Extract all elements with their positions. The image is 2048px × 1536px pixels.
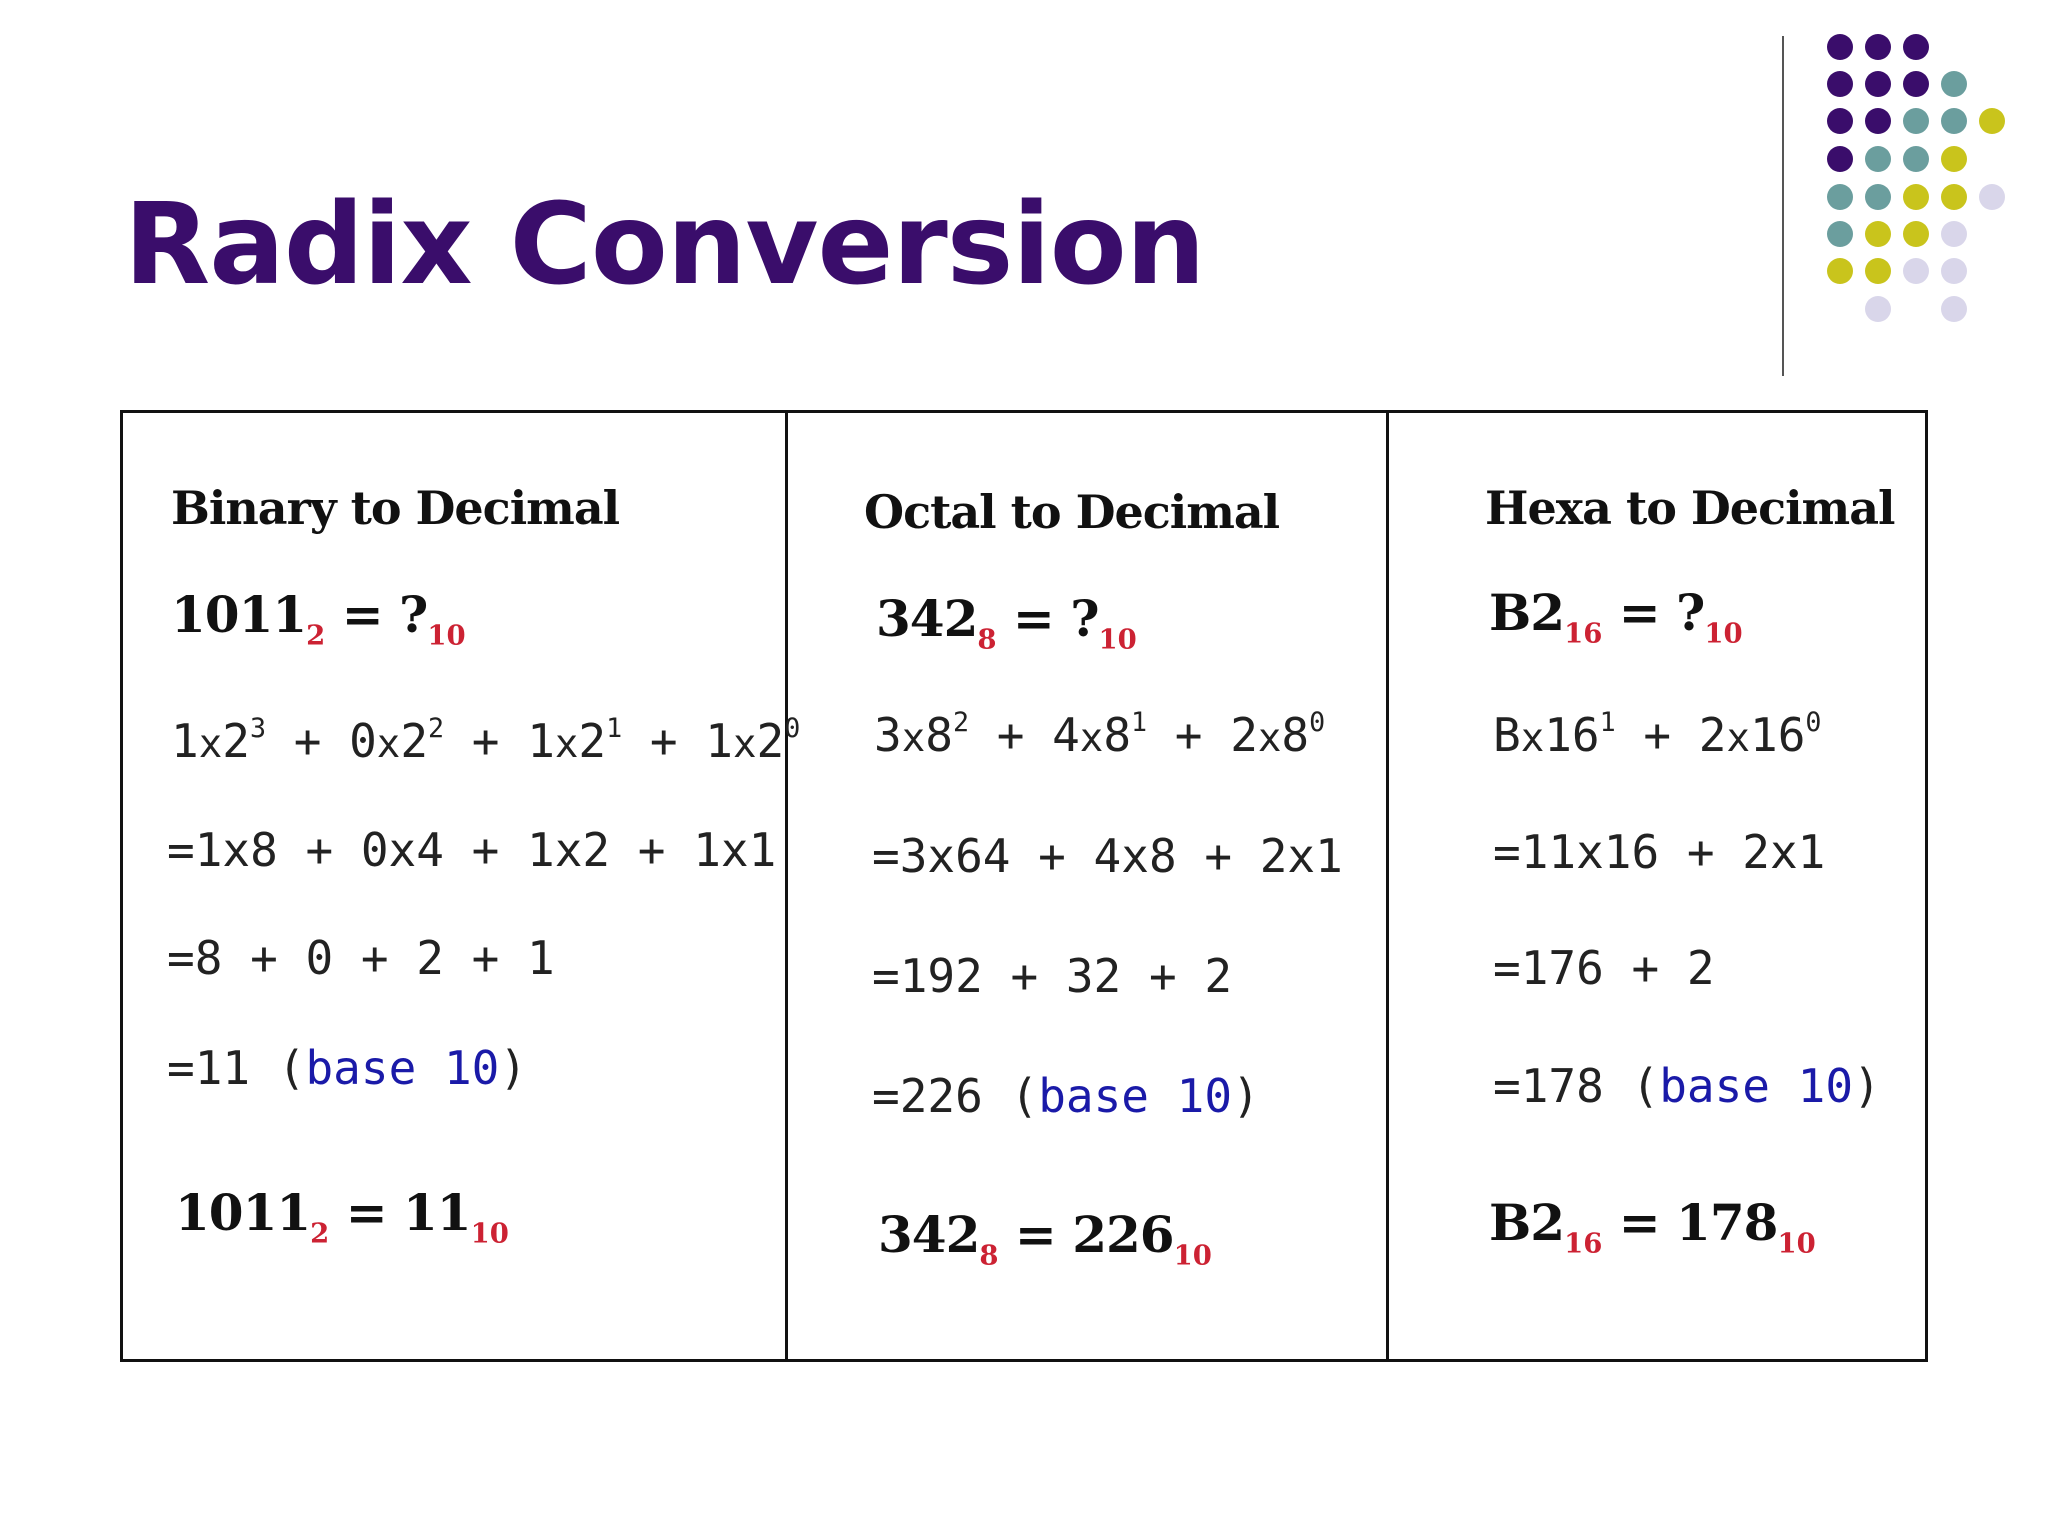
binary-expansion xyxy=(171,713,800,768)
hexa-step-sum: =176 + 2 xyxy=(1493,941,1715,995)
binary-answer-base: 2 xyxy=(310,1217,330,1250)
binary-question-number: 1011 xyxy=(171,585,307,644)
octal-term-coef: 3 xyxy=(874,708,902,762)
binary-answer-number: 1011 xyxy=(175,1183,311,1242)
decorative-dot xyxy=(1941,184,1967,210)
octal-question-base: 8 xyxy=(977,623,997,656)
octal-term-coef: 4 xyxy=(1052,708,1080,762)
octal-question-target-base: 10 xyxy=(1098,623,1137,656)
binary-answer xyxy=(175,1183,509,1249)
hexa-term-base: 16 xyxy=(1544,708,1600,762)
slide-title: Radix Conversion xyxy=(124,180,1205,310)
hexa-term-times: x xyxy=(1520,716,1545,761)
hexa-question-base: 16 xyxy=(1564,617,1603,650)
hexa-column xyxy=(1389,413,1925,1359)
octal-term-base: 8 xyxy=(1103,708,1132,762)
octal-answer-number: 342 xyxy=(878,1205,980,1264)
binary-term-times: x xyxy=(198,722,223,767)
octal-term-base: 8 xyxy=(925,708,953,762)
binary-term-coef: 1 xyxy=(705,714,733,768)
decorative-dot xyxy=(1827,71,1853,97)
binary-term-coef: 1 xyxy=(527,714,555,768)
binary-answer-equals: = 11 xyxy=(329,1183,471,1242)
hexa-heading: Hexa to Decimal xyxy=(1485,481,1895,535)
decorative-dot xyxy=(1865,296,1891,322)
octal-expansion xyxy=(874,707,1325,762)
hexa-result-value: =178 xyxy=(1493,1059,1632,1113)
binary-question-target-base: 10 xyxy=(427,619,466,652)
octal-result-value: =226 xyxy=(872,1069,1011,1123)
decorative-dot xyxy=(1941,258,1967,284)
binary-question-base: 2 xyxy=(306,619,326,652)
decorative-divider-line xyxy=(1782,36,1784,376)
binary-heading: Binary to Decimal xyxy=(171,481,620,535)
decorative-dot xyxy=(1827,221,1853,247)
binary-result-value: =11 xyxy=(167,1041,278,1095)
hexa-answer-target-base: 10 xyxy=(1777,1227,1816,1260)
binary-term-base: 2 xyxy=(578,714,607,768)
decorative-dot xyxy=(1903,71,1929,97)
octal-term-coef: 2 xyxy=(1230,708,1258,762)
binary-result-close-paren: ) xyxy=(499,1041,528,1095)
decorative-dot xyxy=(1865,146,1891,172)
decorative-dot xyxy=(1903,108,1929,134)
decorative-dot xyxy=(1941,71,1967,97)
decorative-dot xyxy=(1941,146,1967,172)
hexa-result-base-label: base 10 xyxy=(1659,1059,1854,1113)
octal-result-open-paren: ( xyxy=(1010,1069,1039,1123)
octal-result-base-label: base 10 xyxy=(1038,1069,1233,1123)
binary-term-times: x xyxy=(376,722,401,767)
decorative-dot xyxy=(1827,108,1853,134)
binary-result xyxy=(167,1041,527,1095)
octal-column xyxy=(788,413,1389,1359)
decorative-dot xyxy=(1903,258,1929,284)
binary-answer-target-base: 10 xyxy=(470,1217,509,1250)
decorative-dot xyxy=(1865,184,1891,210)
hexa-expansion xyxy=(1493,707,1821,762)
hexa-question xyxy=(1489,583,1743,649)
octal-result xyxy=(872,1069,1260,1123)
octal-heading: Octal to Decimal xyxy=(864,485,1280,539)
octal-answer-base: 8 xyxy=(979,1239,999,1272)
octal-term-times: x xyxy=(1079,716,1104,761)
hexa-result-close-paren: ) xyxy=(1853,1059,1881,1113)
hexa-result-open-paren: ( xyxy=(1631,1059,1660,1113)
binary-result-open-paren: ( xyxy=(277,1041,306,1095)
binary-term-power: 3 xyxy=(249,713,266,744)
octal-answer xyxy=(878,1205,1212,1271)
binary-step-products: =1x8 + 0x4 + 1x2 + 1x1 xyxy=(167,823,777,877)
decorative-dot xyxy=(1865,258,1891,284)
binary-term-base: 2 xyxy=(400,714,429,768)
hexa-result xyxy=(1493,1059,1881,1113)
decorative-dot xyxy=(1865,221,1891,247)
hexa-question-target-base: 10 xyxy=(1704,617,1743,650)
binary-term-coef: 1 xyxy=(171,714,199,768)
hexa-question-number: B2 xyxy=(1489,583,1565,642)
octal-term-plus: + xyxy=(969,708,1053,762)
binary-term-power: 2 xyxy=(428,713,445,744)
octal-answer-equals: = 226 xyxy=(998,1205,1174,1264)
decorative-dot xyxy=(1865,108,1891,134)
decorative-dot xyxy=(1941,221,1967,247)
binary-term-plus: + xyxy=(622,714,706,768)
octal-question-equals: = ? xyxy=(996,589,1099,648)
hexa-answer-equals: = 178 xyxy=(1602,1193,1778,1252)
binary-result-base-label: base 10 xyxy=(305,1041,500,1095)
decorative-dot xyxy=(1941,108,1967,134)
binary-question-equals: = ? xyxy=(325,585,428,644)
hexa-answer-base: 16 xyxy=(1564,1227,1603,1260)
decorative-dot xyxy=(1865,71,1891,97)
hexa-answer-number: B2 xyxy=(1489,1193,1565,1252)
conversion-table xyxy=(120,410,1928,1362)
binary-term-power: 1 xyxy=(606,713,623,744)
octal-term-base: 8 xyxy=(1281,708,1310,762)
hexa-term-times: x xyxy=(1726,716,1751,761)
hexa-term-coef: B xyxy=(1493,708,1521,762)
decorative-dot xyxy=(1979,108,2005,134)
octal-term-power: 1 xyxy=(1131,707,1148,738)
octal-term-plus: + xyxy=(1147,708,1231,762)
hexa-question-equals: = ? xyxy=(1602,583,1705,642)
octal-answer-target-base: 10 xyxy=(1173,1239,1212,1272)
octal-term-times: x xyxy=(901,716,926,761)
octal-result-close-paren: ) xyxy=(1232,1069,1260,1123)
binary-term-times: x xyxy=(732,722,757,767)
octal-step-products: =3x64 + 4x8 + 2x1 xyxy=(872,829,1343,883)
decorative-dot xyxy=(1903,34,1929,60)
decorative-dot xyxy=(1827,34,1853,60)
binary-term-plus: + xyxy=(266,714,350,768)
binary-step-sum: =8 + 0 + 2 + 1 xyxy=(167,931,555,985)
octal-term-times: x xyxy=(1257,716,1282,761)
decorative-dot xyxy=(1903,221,1929,247)
decorative-dot xyxy=(1903,184,1929,210)
octal-term-power: 0 xyxy=(1309,707,1326,738)
hexa-term-plus: + xyxy=(1615,708,1699,762)
binary-column xyxy=(123,413,801,1359)
decorative-dot xyxy=(1903,146,1929,172)
binary-term-plus: + xyxy=(444,714,528,768)
hexa-term-coef: 2 xyxy=(1698,708,1727,762)
decorative-dot xyxy=(1827,146,1853,172)
octal-term-power: 2 xyxy=(952,707,969,738)
hexa-answer xyxy=(1489,1193,1816,1259)
binary-term-power: 0 xyxy=(784,713,801,744)
binary-question xyxy=(171,585,466,651)
decorative-dot xyxy=(1865,34,1891,60)
octal-question xyxy=(876,589,1137,655)
decorative-dot xyxy=(1827,258,1853,284)
hexa-term-power: 1 xyxy=(1599,707,1616,738)
binary-term-times: x xyxy=(554,722,579,767)
hexa-step-products: =11x16 + 2x1 xyxy=(1493,825,1826,879)
decorative-dot xyxy=(1827,184,1853,210)
hexa-term-base: 16 xyxy=(1750,708,1806,762)
decorative-dot xyxy=(1979,184,2005,210)
binary-term-coef: 0 xyxy=(349,714,377,768)
binary-term-base: 2 xyxy=(756,714,785,768)
hexa-term-power: 0 xyxy=(1805,707,1822,738)
octal-question-number: 342 xyxy=(876,589,978,648)
octal-step-sum: =192 + 32 + 2 xyxy=(872,949,1233,1003)
decorative-dot xyxy=(1941,296,1967,322)
binary-term-base: 2 xyxy=(222,714,250,768)
